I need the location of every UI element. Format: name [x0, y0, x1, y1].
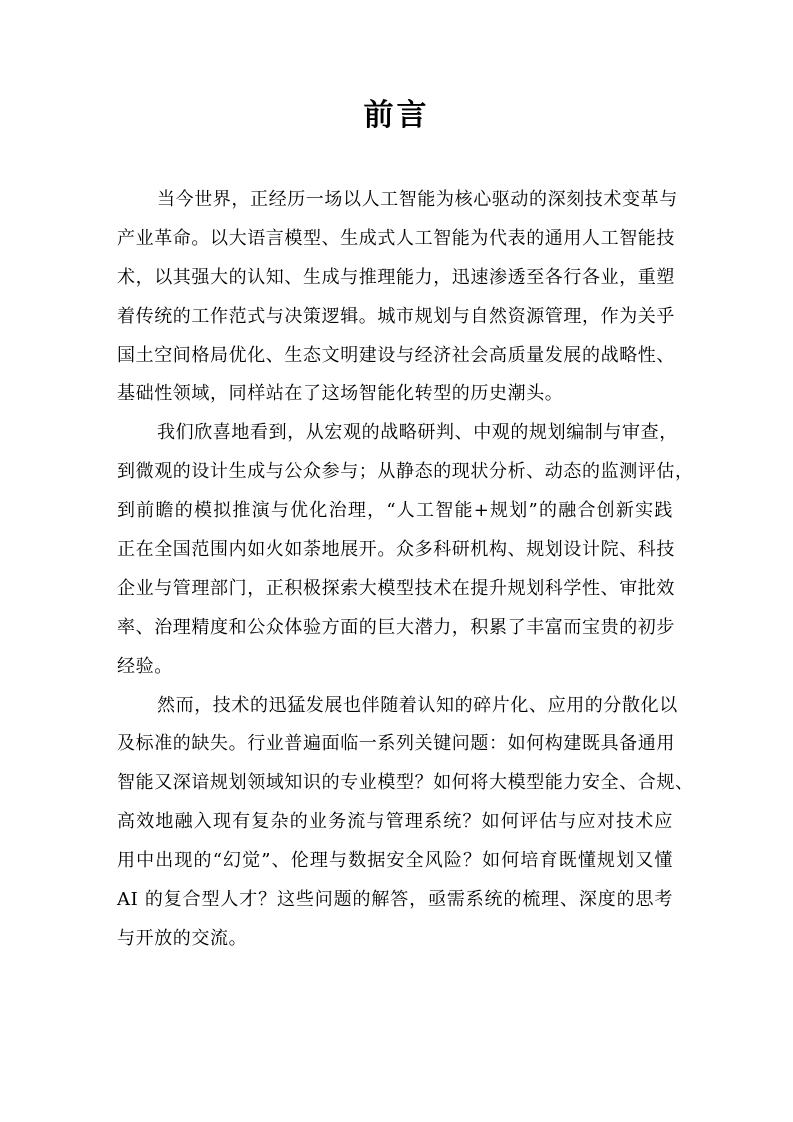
paragraph-1-line-2: 产业革命。以大语言模型、生成式人工智能为代表的通用人工智能技 — [117, 227, 675, 249]
paragraph-3-line-5: 用中出现的“幻觉”、伦理与数据安全风险？如何培育既懂规划又懂 — [117, 850, 673, 872]
paragraph-2-line-5: 企业与管理部门，正积极探索大模型技术在提升规划科学性、审批效 — [117, 577, 675, 599]
paragraph-3-line-2: 及标准的缺失。行业普遍面临一系列关键问题：如何构建既具备通用 — [117, 733, 675, 755]
paragraph-1-line-1: 当今世界，正经历一场以人工智能为核心驱动的深刻技术变革与 — [157, 189, 678, 210]
paragraph-1-line-4: 着传统的工作范式与决策逻辑。城市规划与自然资源管理，作为关乎 — [117, 305, 675, 327]
paragraph-2-line-3: 到前瞻的模拟推演与优化治理，“人工智能+规划”的融合创新实践 — [117, 500, 673, 522]
paragraph-3-line-7: 与开放的交流。 — [117, 927, 248, 949]
paragraph-2-line-2: 到微观的设计生成与公众参与；从静态的现状分析、动态的监测评估， — [117, 461, 694, 483]
paragraph-3-line-6: AI 的复合型人才？这些问题的解答，亟需系统的梳理、深度的思考 — [117, 889, 673, 911]
paragraph-3-line-3: 智能又深谙规划领域知识的专业模型？如何将大模型能力安全、合规、 — [117, 772, 694, 794]
paragraph-3-line-4: 高效地融入现有复杂的业务流与管理系统？如何评估与应对技术应 — [117, 811, 673, 833]
page-title: 前言 — [363, 98, 430, 133]
paragraph-1-line-5: 国土空间格局优化、生态文明建设与经济社会高质量发展的战略性、 — [117, 344, 675, 366]
paragraph-2-line-4: 正在全国范围内如火如荼地展开。众多科研机构、规划设计院、科技 — [117, 539, 675, 561]
paragraph-1-line-6: 基础性领域，同样站在了这场智能化转型的历史潮头。 — [117, 383, 564, 405]
paragraph-3-line-1: 然而，技术的迅猛发展也伴随着认知的碎片化、应用的分散化以 — [157, 694, 678, 716]
paragraph-1-line-3: 术，以其强大的认知、生成与推理能力，迅速渗透至各行各业，重塑 — [117, 266, 675, 288]
paragraph-2-line-7: 经验。 — [117, 655, 173, 677]
paragraph-2-line-1: 我们欣喜地看到，从宏观的战略研判、中观的规划编制与审查， — [157, 422, 678, 444]
paragraph-2-line-6: 率、治理精度和公众体验方面的巨大潜力，积累了丰富而宝贵的初步 — [117, 616, 675, 638]
preface-body — [117, 181, 694, 959]
